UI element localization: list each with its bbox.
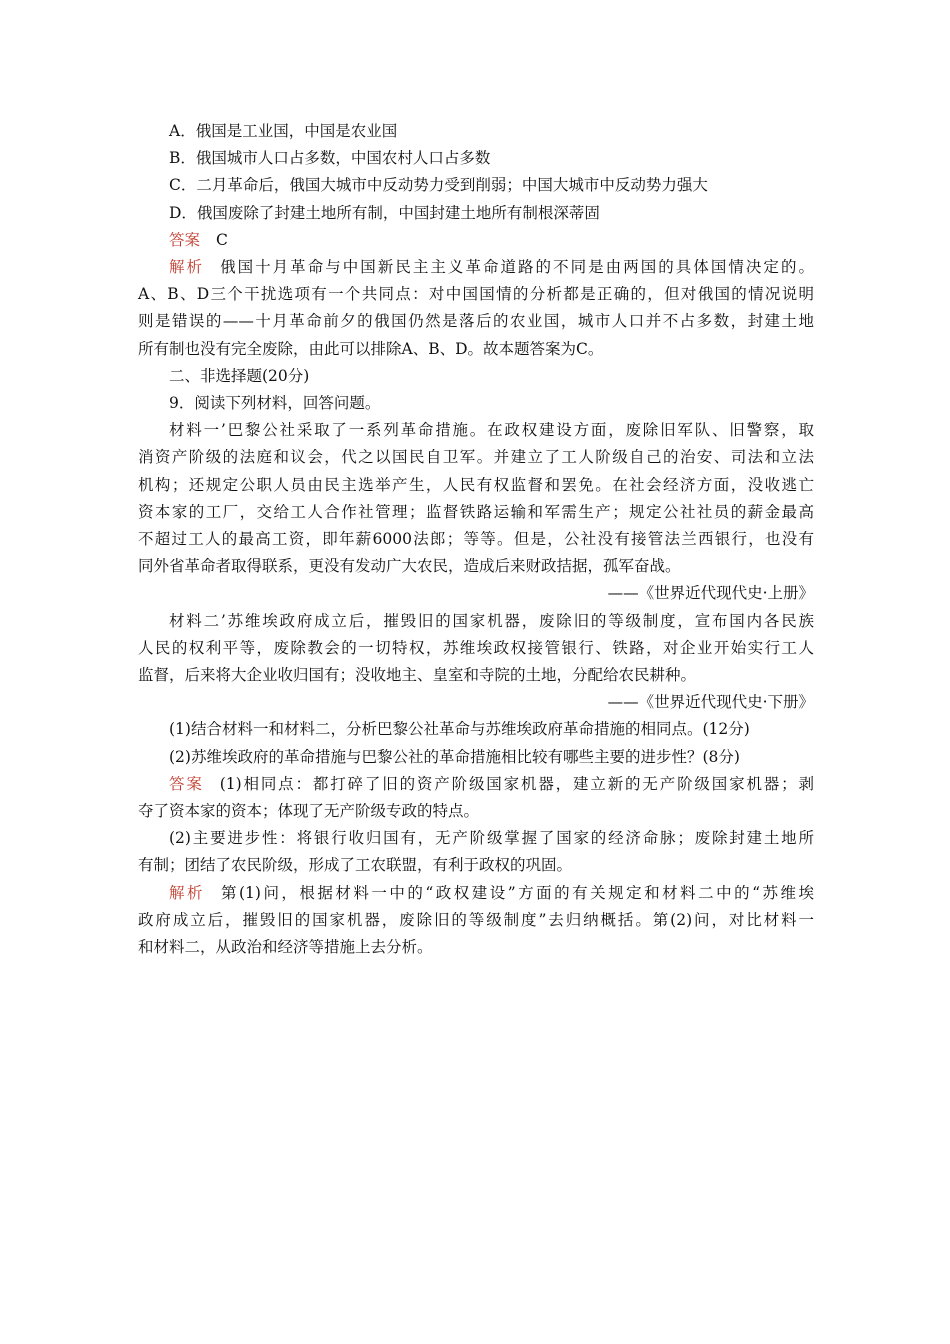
material-1-line-1: 材料一’巴黎公社采取了一系列革命措施。在政权建设方面，废除旧军队、旧警察，取: [169, 421, 814, 440]
material-2-line-2: 人民的权利平等，废除教会的一切特权，苏维埃政权接管银行、铁路，对企业开始实行工人: [138, 638, 814, 657]
analysis-2-tag: 解析: [169, 883, 205, 902]
analysis-1-line-4: 所有制也没有完全废除，由此可以排除A、B、D。故本题答案为C。: [138, 339, 604, 358]
analysis-1-line-3: 则是错误的——十月革命前夕的俄国仍然是落后的农业国，城市人口并不占多数，封建土地: [138, 312, 814, 331]
material-1-line-4: 资本家的工厂，交给工人合作社管理；监督铁路运输和军需生产；规定公社社员的薪金最高: [138, 502, 814, 521]
analysis-1-line-1: [138, 254, 814, 281]
choice-c: C．二月革命后，俄国大城市中反动势力受到削弱；中国大城市中反动势力强大: [169, 176, 708, 195]
answer-2-tag: 答案: [169, 774, 204, 793]
sub-question-2: (2)苏维埃政府的革命措施与巴黎公社的革命措施相比较有哪些主要的进步性？(8分): [169, 747, 740, 766]
material-1-line-3: 机构；还规定公职人员由民主选举产生，人民有权监督和罢免。在社会经济方面，没收逃亡: [138, 475, 814, 494]
answer-value: C: [216, 230, 228, 249]
answer-2-text-1: (1)相同点：都打碎了旧的资产阶级国家机器，建立新的无产阶级国家机器；剥: [219, 774, 814, 793]
section-heading: 二、非选择题(20分): [169, 366, 310, 385]
material-1-line-5: 不超过工人的最高工资，即年薪6000法郎；等等。但是，公社没有接管法兰西银行，也没有: [138, 530, 814, 549]
analysis-2-line-2: 政府成立后，摧毁旧的国家机器，废除旧的等级制度”去归纳概括。第(2)问，对比材料一: [138, 910, 814, 929]
material-1-line-2: 消资产阶级的法庭和议会，代之以国民自卫军。并建立了工人阶级自己的治安、司法和立法: [138, 448, 814, 467]
analysis-2-line-1: [138, 880, 814, 907]
answer-tag: 答案: [169, 230, 201, 249]
answer-2-line-2: 夺了资本家的资本；体现了无产阶级专政的特点。: [138, 802, 480, 821]
material-2-line-1: 材料二’苏维埃政府成立后，摧毁旧的国家机器，废除旧的等级制度，宣布国内各民族: [169, 611, 814, 630]
document-body: [138, 118, 814, 961]
sub-question-1: (1)结合材料一和材料二，分析巴黎公社革命与苏维埃政府革命措施的相同点。(12分): [169, 720, 750, 739]
material-2-line-3: 监督，后来将大企业收归国有；没收地主、皇室和寺院的土地，分配给农民耕种。: [138, 666, 697, 685]
analysis-1-text-1: 俄国十月革命与中国新民主主义革命道路的不同是由两国的具体国情决定的。: [220, 258, 814, 277]
analysis-tag: 解析: [169, 258, 205, 277]
answer-1: [138, 227, 814, 254]
choice-a: A．俄国是工业国，中国是农业国: [169, 122, 398, 140]
answer-2-line-3: (2)主要进步性：将银行收归国有，无产阶级掌握了国家的经济命脉；废除封建土地所: [169, 829, 814, 848]
analysis-1-line-2: A、B、D三个干扰选项有一个共同点：对中国国情的分析都是正确的，但对俄国的情况说明: [138, 285, 814, 304]
material-1-source: ——《世界近代现代史·上册》: [607, 584, 814, 603]
answer-2-line-1: [138, 771, 814, 798]
question-9: 9．阅读下列材料，回答问题。: [169, 394, 381, 413]
analysis-2-text-1: 第(1)问，根据材料一中的“政权建设”方面的有关规定和材料二中的“苏维埃: [221, 883, 814, 902]
analysis-2-line-3: 和材料二，从政治和经济等措施上去分析。: [138, 938, 433, 957]
material-1-line-6: 同外省革命者取得联系，更没有发动广大农民，造成后来财政拮据，孤军奋战。: [138, 557, 681, 576]
material-2-source: ——《世界近代现代史·下册》: [607, 693, 814, 712]
choice-d: D．俄国废除了封建土地所有制，中国封建土地所有制根深蒂固: [169, 203, 600, 222]
answer-2-line-4: 有制；团结了农民阶级，形成了工农联盟，有利于政权的巩固。: [138, 856, 573, 875]
choice-b: B．俄国城市人口占多数，中国农村人口占多数: [169, 149, 491, 168]
